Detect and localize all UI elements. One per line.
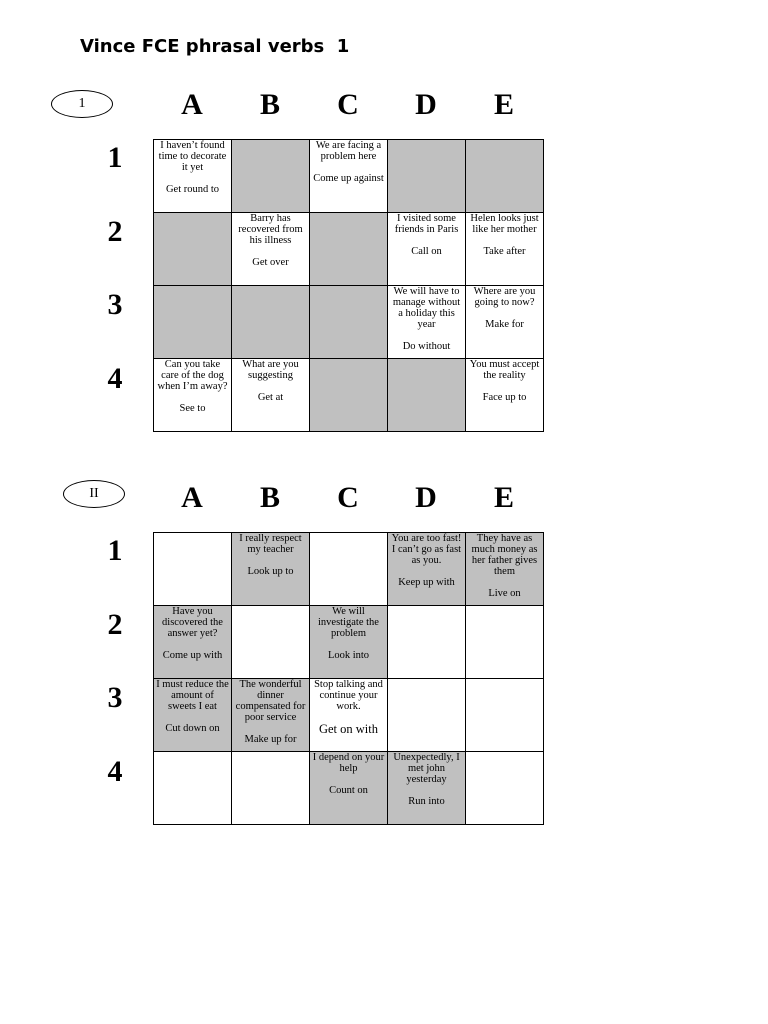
grid-cell-e1: [466, 140, 544, 213]
phrasal-verb: Get over: [252, 257, 289, 268]
column-header-a: A: [181, 88, 203, 121]
grid-cell-e2: [466, 213, 544, 286]
grid-cell-b2: [232, 213, 310, 286]
grid-cell-c3: [310, 679, 388, 752]
grid-cell-d3: [388, 679, 466, 752]
page-title: Vince FCE phrasal verbs 1: [80, 36, 350, 57]
row-header-2: 2: [107, 607, 123, 641]
example-sentence: Stop talking and continue your work.: [314, 679, 383, 712]
grid-cell-b4: [232, 359, 310, 432]
row-header-3: 3: [107, 288, 123, 321]
grid-row: [154, 213, 544, 286]
example-sentence: You are too fast! I can’t go as fast as you.: [391, 533, 462, 566]
phrasal-verb: Live on: [488, 588, 521, 599]
grid-cell-a1: [154, 533, 232, 606]
column-header-d: D: [415, 481, 437, 514]
grid-cell-c4: [310, 359, 388, 432]
grid-cell-a2: [154, 606, 232, 679]
phrasal-verb: Count on: [329, 785, 368, 796]
grid-cell-c1: [310, 533, 388, 606]
column-header-d: D: [415, 88, 437, 121]
grid-cell-b4: [232, 752, 310, 825]
phrasal-verb-grid-1: [153, 139, 544, 432]
row-header-1: 1: [107, 141, 123, 174]
row-header-4: 4: [107, 754, 123, 788]
grid-cell-c2: [310, 606, 388, 679]
row-header-4: 4: [107, 361, 123, 395]
example-sentence: They have as much money as her father gives them: [471, 533, 538, 577]
grid-cell-e1: [466, 533, 544, 606]
example-sentence: Where are you going to now?: [473, 286, 536, 308]
example-sentence: Unexpectedly, I met john yesterday: [393, 752, 460, 785]
example-sentence: Barry has recovered from his illness: [238, 213, 303, 246]
grid-cell-c4: [310, 752, 388, 825]
example-sentence: I really respect my teacher: [239, 533, 302, 555]
section-2-badge: II: [63, 480, 125, 508]
grid-cell-b1: [232, 533, 310, 606]
phrasal-verb: Take after: [483, 246, 526, 257]
phrasal-verb: Get round to: [165, 184, 220, 195]
phrasal-verb-grid-2: [153, 532, 544, 825]
grid-row: [154, 286, 544, 359]
section-1-badge: 1: [51, 90, 113, 118]
column-header-e: E: [493, 88, 514, 121]
grid-cell-e3: [466, 679, 544, 752]
phrasal-verb: Look up to: [247, 566, 294, 577]
grid-cell-a4: [154, 752, 232, 825]
phrasal-verb: Look into: [327, 650, 370, 661]
phrasal-verb: Come up with: [162, 650, 223, 661]
grid-row: [154, 752, 544, 825]
grid-cell-b3: [232, 679, 310, 752]
grid-cell-b2: [232, 606, 310, 679]
grid-cell-a3: [154, 286, 232, 359]
grid-row: [154, 533, 544, 606]
example-sentence: I must reduce the amount of sweets I eat: [156, 679, 229, 712]
grid-cell-c3: [310, 286, 388, 359]
grid-cell-c2: [310, 213, 388, 286]
grid-cell-a3: [154, 679, 232, 752]
grid-row: [154, 359, 544, 432]
grid-cell-a4: [154, 359, 232, 432]
row-header-3: 3: [107, 681, 123, 714]
grid-row: [154, 140, 544, 213]
grid-cell-e4: [466, 752, 544, 825]
phrasal-verb: Make for: [485, 319, 524, 330]
example-sentence: We will have to manage without a holiday this year: [392, 286, 461, 330]
grid-cell-d3: [388, 286, 466, 359]
grid-cell-e2: [466, 606, 544, 679]
grid-row: [154, 679, 544, 752]
grid-cell-a1: [154, 140, 232, 213]
grid-row: [154, 606, 544, 679]
example-sentence: I visited some friends in Paris: [394, 213, 459, 235]
column-header-c: C: [337, 481, 359, 514]
example-sentence: You must accept the reality: [469, 359, 540, 381]
column-header-b: B: [259, 481, 280, 514]
grid-cell-c1: [310, 140, 388, 213]
grid-cell-d2: [388, 606, 466, 679]
example-sentence: Helen looks just like her mother: [470, 213, 539, 235]
phrasal-verb: Call on: [411, 246, 442, 257]
example-sentence: I haven’t found time to decorate it yet: [158, 140, 227, 173]
column-header-a: A: [181, 481, 203, 514]
example-sentence: Have you discovered the answer yet?: [162, 606, 223, 639]
phrasal-verb: Come up against: [313, 173, 384, 184]
example-sentence: We will investigate the problem: [318, 606, 379, 639]
phrasal-verb: Do without: [402, 341, 451, 352]
example-sentence: What are you suggesting: [242, 359, 299, 381]
example-sentence: We are facing a problem here: [315, 140, 382, 162]
phrasal-verb: Face up to: [482, 392, 527, 403]
grid-cell-d1: [388, 140, 466, 213]
phrasal-verb: Keep up with: [398, 577, 455, 588]
grid-cell-b3: [232, 286, 310, 359]
example-sentence: Can you take care of the dog when I’m away?: [157, 359, 228, 392]
grid-cell-e3: [466, 286, 544, 359]
grid-cell-b1: [232, 140, 310, 213]
grid-cell-a2: [154, 213, 232, 286]
example-sentence: The wonderful dinner compensated for poor service: [235, 679, 306, 723]
example-sentence: I depend on your help: [312, 752, 385, 774]
grid-cell-d2: [388, 213, 466, 286]
phrasal-verb: Get at: [257, 392, 284, 403]
grid-cell-d4: [388, 359, 466, 432]
column-header-e: E: [493, 481, 514, 514]
phrasal-verb: Make up for: [244, 734, 297, 745]
grid-cell-d4: [388, 752, 466, 825]
column-header-c: C: [337, 88, 359, 121]
phrasal-verb: Run into: [408, 796, 445, 807]
grid-cell-e4: [466, 359, 544, 432]
phrasal-verb: Cut down on: [165, 723, 220, 734]
column-header-b: B: [259, 88, 280, 121]
row-header-1: 1: [107, 534, 123, 567]
grid-cell-d1: [388, 533, 466, 606]
phrasal-verb: See to: [179, 403, 206, 414]
row-header-2: 2: [107, 214, 123, 248]
phrasal-verb: Get on with: [318, 722, 379, 736]
